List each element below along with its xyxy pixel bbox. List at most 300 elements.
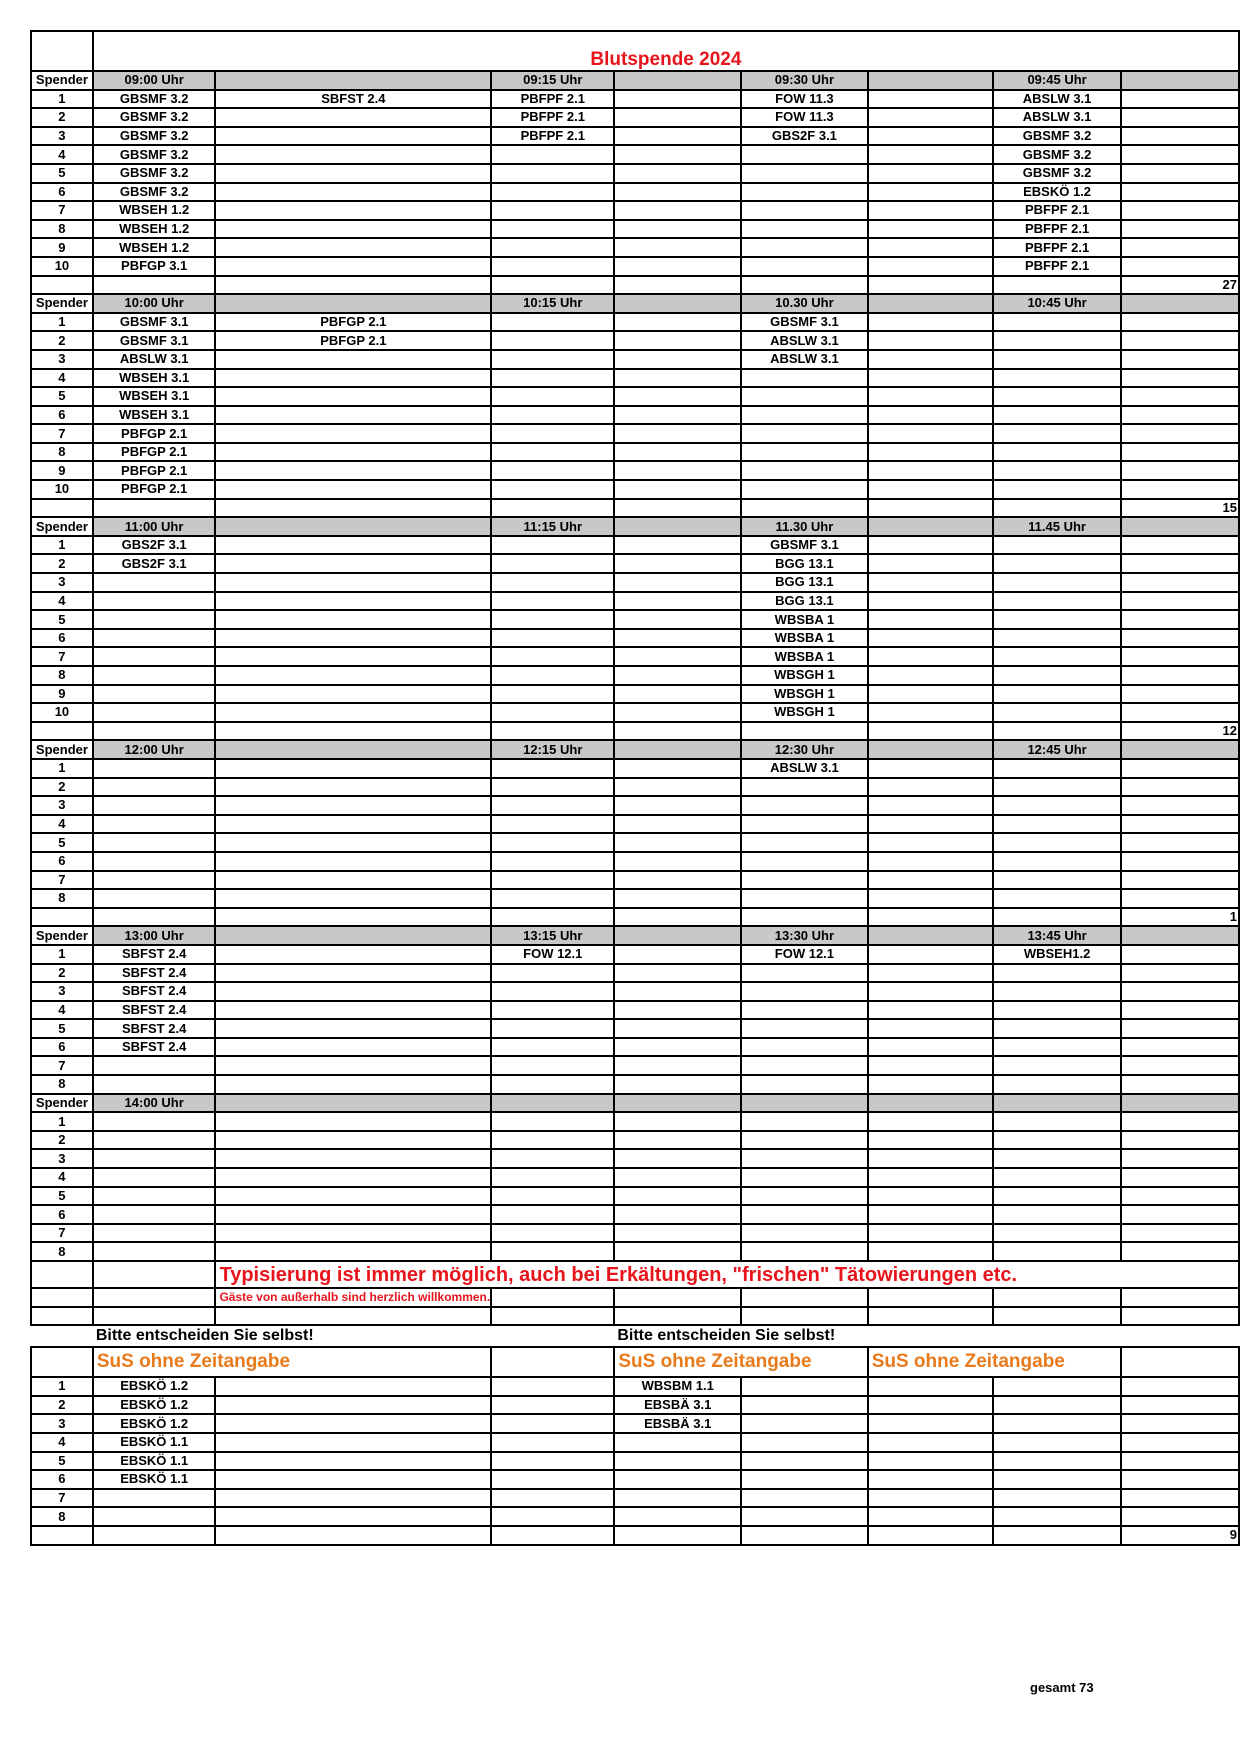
donor-number: 6	[31, 183, 93, 202]
class-entry: SBFST 2.4	[93, 964, 216, 983]
class-entry	[868, 424, 993, 443]
class-entry	[215, 201, 491, 220]
class-entry	[993, 1377, 1121, 1396]
class-entry	[614, 833, 741, 852]
donor-number: 5	[31, 1187, 93, 1206]
table-cell	[31, 722, 93, 741]
class-entry	[215, 145, 491, 164]
class-entry	[491, 1075, 614, 1094]
header-cell	[215, 1094, 491, 1113]
class-entry: EBSBÄ 3.1	[614, 1396, 741, 1415]
donor-number: 9	[31, 685, 93, 704]
class-entry	[491, 1224, 614, 1243]
class-entry	[491, 982, 614, 1001]
class-entry	[491, 1056, 614, 1075]
class-entry	[741, 1001, 868, 1020]
class-entry	[1121, 1396, 1239, 1415]
table-row	[31, 183, 1239, 202]
header-cell	[868, 71, 993, 90]
class-entry	[741, 1187, 868, 1206]
class-entry	[1121, 331, 1239, 350]
class-entry	[93, 1187, 216, 1206]
table-cell	[31, 276, 93, 295]
class-entry	[993, 1507, 1121, 1526]
class-entry	[868, 1205, 993, 1224]
class-entry	[491, 647, 614, 666]
table-cell	[614, 722, 741, 741]
class-entry	[215, 1056, 491, 1075]
class-entry: PBFGP 2.1	[215, 313, 491, 332]
class-entry	[1121, 871, 1239, 890]
spender-label: Spender	[31, 517, 93, 536]
class-entry	[215, 796, 491, 815]
table-cell	[491, 722, 614, 741]
donor-number: 9	[31, 461, 93, 480]
class-entry	[614, 964, 741, 983]
table-cell	[868, 722, 993, 741]
table-cell	[215, 276, 491, 295]
class-entry	[614, 573, 741, 592]
donor-number: 8	[31, 666, 93, 685]
class-entry	[868, 387, 993, 406]
slot-subtotal: 15	[1121, 499, 1239, 518]
class-entry	[614, 852, 741, 871]
class-entry	[614, 554, 741, 573]
class-entry: GBS2F 3.1	[93, 536, 216, 555]
class-entry	[491, 964, 614, 983]
class-entry	[868, 945, 993, 964]
class-entry	[491, 1470, 614, 1489]
class-entry	[93, 1205, 216, 1224]
table-row	[31, 480, 1239, 499]
class-entry	[993, 369, 1121, 388]
table-cell	[31, 1526, 93, 1545]
table-cell	[31, 499, 93, 518]
class-entry	[868, 406, 993, 425]
class-entry	[868, 1396, 993, 1415]
table-row	[31, 1242, 1239, 1261]
table-cell	[31, 1307, 93, 1326]
class-entry	[993, 1149, 1121, 1168]
table-row	[31, 1452, 1239, 1471]
donor-number: 5	[31, 833, 93, 852]
class-entry	[614, 1168, 741, 1187]
decide-row	[31, 1325, 1239, 1347]
header-cell	[1121, 294, 1239, 313]
class-entry	[993, 536, 1121, 555]
class-entry	[491, 703, 614, 722]
class-entry	[93, 573, 216, 592]
class-entry	[614, 313, 741, 332]
class-entry	[614, 1205, 741, 1224]
time-label: 11:00 Uhr	[93, 517, 216, 536]
class-entry: SBFST 2.4	[93, 945, 216, 964]
class-entry	[993, 406, 1121, 425]
class-entry: WBSGH 1	[741, 666, 868, 685]
class-entry	[741, 852, 868, 871]
class-entry	[614, 1075, 741, 1094]
time-label: 13:45 Uhr	[993, 926, 1121, 945]
class-entry	[614, 536, 741, 555]
time-label: 10:45 Uhr	[993, 294, 1121, 313]
donor-number: 10	[31, 257, 93, 276]
class-entry	[1121, 313, 1239, 332]
class-entry	[741, 1019, 868, 1038]
class-entry	[614, 1470, 741, 1489]
class-entry	[741, 461, 868, 480]
donor-number: 1	[31, 1112, 93, 1131]
class-entry: GBSMF 3.2	[93, 164, 216, 183]
table-cell	[741, 1526, 868, 1545]
table-row	[31, 1224, 1239, 1243]
class-entry	[93, 1075, 216, 1094]
donor-number: 2	[31, 1396, 93, 1415]
class-entry	[993, 610, 1121, 629]
header-cell	[1121, 517, 1239, 536]
class-entry: FOW 12.1	[741, 945, 868, 964]
class-entry	[93, 889, 216, 908]
class-entry	[993, 1075, 1121, 1094]
class-entry	[491, 1187, 614, 1206]
class-entry	[491, 1489, 614, 1508]
class-entry	[741, 1168, 868, 1187]
time-label: 13:00 Uhr	[93, 926, 216, 945]
class-entry	[741, 257, 868, 276]
class-entry	[491, 759, 614, 778]
class-entry	[215, 685, 491, 704]
class-entry	[614, 703, 741, 722]
donor-number: 7	[31, 647, 93, 666]
donor-number: 6	[31, 629, 93, 648]
donor-number: 2	[31, 108, 93, 127]
class-entry	[868, 90, 993, 109]
class-entry	[1121, 1242, 1239, 1261]
class-entry	[1121, 90, 1239, 109]
class-entry	[993, 964, 1121, 983]
class-entry	[1121, 108, 1239, 127]
table-row	[31, 703, 1239, 722]
table-cell	[868, 276, 993, 295]
class-entry	[614, 629, 741, 648]
donor-number: 3	[31, 1149, 93, 1168]
donor-number: 4	[31, 815, 93, 834]
class-entry	[741, 1224, 868, 1243]
class-entry: SBFST 2.4	[93, 1001, 216, 1020]
blood-donation-schedule	[30, 30, 1240, 1546]
class-entry	[868, 554, 993, 573]
class-entry: PBFPF 2.1	[491, 90, 614, 109]
time-slot-header	[31, 1094, 1239, 1113]
class-entry	[993, 1187, 1121, 1206]
table-cell	[614, 908, 741, 927]
class-entry: GBS2F 3.1	[93, 554, 216, 573]
header-cell	[1121, 740, 1239, 759]
class-entry: GBSMF 3.1	[741, 313, 868, 332]
table-row	[31, 1131, 1239, 1150]
table-row	[31, 127, 1239, 146]
class-entry	[93, 815, 216, 834]
class-entry: PBFGP 2.1	[93, 424, 216, 443]
class-entry	[491, 257, 614, 276]
donor-number: 1	[31, 90, 93, 109]
notice-row	[31, 1261, 1239, 1288]
time-label: 10:00 Uhr	[93, 294, 216, 313]
table-row	[31, 1489, 1239, 1508]
header-cell	[1121, 926, 1239, 945]
class-entry: GBSMF 3.2	[93, 145, 216, 164]
time-label	[993, 1094, 1121, 1113]
class-entry	[741, 1205, 868, 1224]
class-entry: WBSGH 1	[741, 703, 868, 722]
table-row	[31, 313, 1239, 332]
class-entry	[868, 183, 993, 202]
class-entry	[614, 1149, 741, 1168]
subtotal-row	[31, 499, 1239, 518]
donor-number: 4	[31, 1001, 93, 1020]
donor-number: 2	[31, 554, 93, 573]
class-entry: SBFST 2.4	[93, 1038, 216, 1057]
class-entry	[614, 945, 741, 964]
class-entry	[93, 1056, 216, 1075]
class-entry: EBSKÖ 1.2	[93, 1414, 216, 1433]
donor-number: 3	[31, 127, 93, 146]
table-cell	[93, 1261, 216, 1288]
table-cell	[31, 1325, 93, 1347]
class-entry	[93, 647, 216, 666]
decide-label-left: Bitte entscheiden Sie selbst!	[93, 1325, 615, 1347]
class-entry	[868, 1452, 993, 1471]
table-cell	[491, 1307, 614, 1326]
class-entry: WBSEH 3.1	[93, 406, 216, 425]
table-row	[31, 592, 1239, 611]
class-entry	[993, 554, 1121, 573]
class-entry	[741, 406, 868, 425]
class-entry	[993, 666, 1121, 685]
class-entry	[741, 1056, 868, 1075]
class-entry	[491, 1396, 614, 1415]
table-cell	[1121, 1288, 1239, 1307]
class-entry	[491, 369, 614, 388]
class-entry: PBFGP 2.1	[215, 331, 491, 350]
header-cell	[215, 926, 491, 945]
class-entry	[741, 201, 868, 220]
class-entry	[215, 127, 491, 146]
class-entry	[215, 852, 491, 871]
class-entry	[1121, 1205, 1239, 1224]
class-entry	[215, 1414, 491, 1433]
class-entry	[1121, 796, 1239, 815]
table-cell	[93, 908, 216, 927]
class-entry	[741, 1377, 868, 1396]
class-entry	[93, 778, 216, 797]
class-entry	[215, 554, 491, 573]
class-entry: WBSEH1.2	[993, 945, 1121, 964]
time-slot-header	[31, 294, 1239, 313]
class-entry	[614, 778, 741, 797]
class-entry	[868, 331, 993, 350]
table-cell	[491, 1288, 614, 1307]
table-cell	[614, 1307, 741, 1326]
class-entry	[614, 1131, 741, 1150]
class-entry	[993, 1019, 1121, 1038]
class-entry	[868, 1489, 993, 1508]
class-entry	[993, 629, 1121, 648]
class-entry	[741, 1075, 868, 1094]
class-entry	[741, 1452, 868, 1471]
table-cell	[93, 1288, 216, 1307]
class-entry	[614, 871, 741, 890]
class-entry	[1121, 1224, 1239, 1243]
table-cell	[491, 1526, 614, 1545]
class-entry	[741, 387, 868, 406]
class-entry	[93, 759, 216, 778]
table-row	[31, 1433, 1239, 1452]
class-entry	[1121, 1075, 1239, 1094]
class-entry	[993, 759, 1121, 778]
table-row	[31, 610, 1239, 629]
header-cell	[868, 926, 993, 945]
class-entry: FOW 11.3	[741, 90, 868, 109]
table-row	[31, 815, 1239, 834]
subtotal-row	[31, 276, 1239, 295]
class-entry	[993, 1452, 1121, 1471]
time-label: 12:15 Uhr	[491, 740, 614, 759]
class-entry	[614, 1489, 741, 1508]
table-cell	[93, 499, 216, 518]
donor-number: 6	[31, 1205, 93, 1224]
donor-number: 10	[31, 703, 93, 722]
class-entry	[491, 871, 614, 890]
class-entry: ABSLW 3.1	[741, 350, 868, 369]
donor-number: 6	[31, 406, 93, 425]
class-entry	[993, 1038, 1121, 1057]
table-row	[31, 201, 1239, 220]
table-row	[31, 1075, 1239, 1094]
table-cell	[31, 1347, 93, 1377]
class-entry	[1121, 1433, 1239, 1452]
slot-subtotal: 27	[1121, 276, 1239, 295]
class-entry: BGG 13.1	[741, 554, 868, 573]
header-cell	[868, 294, 993, 313]
class-entry	[868, 127, 993, 146]
table-row	[31, 1187, 1239, 1206]
class-entry	[215, 108, 491, 127]
donor-number: 7	[31, 1489, 93, 1508]
class-entry	[1121, 1056, 1239, 1075]
class-entry: WBSEH 3.1	[93, 387, 216, 406]
table-cell	[993, 499, 1121, 518]
table-cell	[215, 499, 491, 518]
table-cell	[93, 1307, 216, 1326]
class-entry	[93, 629, 216, 648]
header-cell	[868, 1094, 993, 1113]
class-entry	[215, 1131, 491, 1150]
time-label: 13:15 Uhr	[491, 926, 614, 945]
class-entry	[93, 703, 216, 722]
class-entry	[614, 666, 741, 685]
class-entry	[868, 1507, 993, 1526]
class-entry	[491, 350, 614, 369]
class-entry	[614, 1112, 741, 1131]
class-entry	[1121, 1507, 1239, 1526]
class-entry	[868, 1433, 993, 1452]
header-cell	[215, 294, 491, 313]
class-entry	[741, 1242, 868, 1261]
class-entry	[491, 1242, 614, 1261]
class-entry	[1121, 629, 1239, 648]
class-entry	[491, 592, 614, 611]
class-entry	[93, 1242, 216, 1261]
class-entry	[1121, 201, 1239, 220]
class-entry	[1121, 220, 1239, 239]
class-entry	[741, 1433, 868, 1452]
class-entry	[491, 1019, 614, 1038]
sus-subtotal: 9	[1121, 1526, 1239, 1545]
class-entry: WBSBA 1	[741, 647, 868, 666]
class-entry	[868, 703, 993, 722]
class-entry	[215, 982, 491, 1001]
class-entry	[1121, 852, 1239, 871]
table-cell	[614, 1288, 741, 1307]
class-entry: ABSLW 3.1	[741, 759, 868, 778]
class-entry: EBSKÖ 1.2	[993, 183, 1121, 202]
donor-number: 5	[31, 610, 93, 629]
class-entry	[868, 1038, 993, 1057]
table-cell	[741, 908, 868, 927]
class-entry: SBFST 2.4	[93, 982, 216, 1001]
class-entry	[215, 945, 491, 964]
class-entry	[215, 1433, 491, 1452]
table-row	[31, 238, 1239, 257]
class-entry	[1121, 1131, 1239, 1150]
class-entry	[215, 647, 491, 666]
class-entry	[993, 592, 1121, 611]
class-entry: GBSMF 3.2	[993, 127, 1121, 146]
class-entry	[614, 164, 741, 183]
class-entry	[491, 1452, 614, 1471]
sus-label: SuS ohne Zeitangabe	[614, 1347, 867, 1377]
class-entry	[614, 592, 741, 611]
class-entry	[614, 1224, 741, 1243]
class-entry	[93, 610, 216, 629]
class-entry	[741, 982, 868, 1001]
class-entry	[93, 871, 216, 890]
class-entry: PBFGP 2.1	[93, 443, 216, 462]
class-entry	[215, 1396, 491, 1415]
class-entry	[868, 1019, 993, 1038]
table-cell	[31, 908, 93, 927]
class-entry	[868, 852, 993, 871]
class-entry	[868, 313, 993, 332]
time-label: 09:45 Uhr	[993, 71, 1121, 90]
table-row	[31, 1507, 1239, 1526]
class-entry	[868, 461, 993, 480]
donor-number: 8	[31, 1075, 93, 1094]
class-entry	[614, 257, 741, 276]
class-entry	[868, 350, 993, 369]
class-entry	[1121, 1414, 1239, 1433]
class-entry	[614, 127, 741, 146]
class-entry	[1121, 685, 1239, 704]
class-entry: SBFST 2.4	[215, 90, 491, 109]
class-entry	[1121, 443, 1239, 462]
table-row	[31, 889, 1239, 908]
class-entry	[1121, 480, 1239, 499]
table-row	[31, 685, 1239, 704]
table-cell	[31, 1261, 93, 1288]
table-row	[31, 666, 1239, 685]
class-entry	[741, 238, 868, 257]
